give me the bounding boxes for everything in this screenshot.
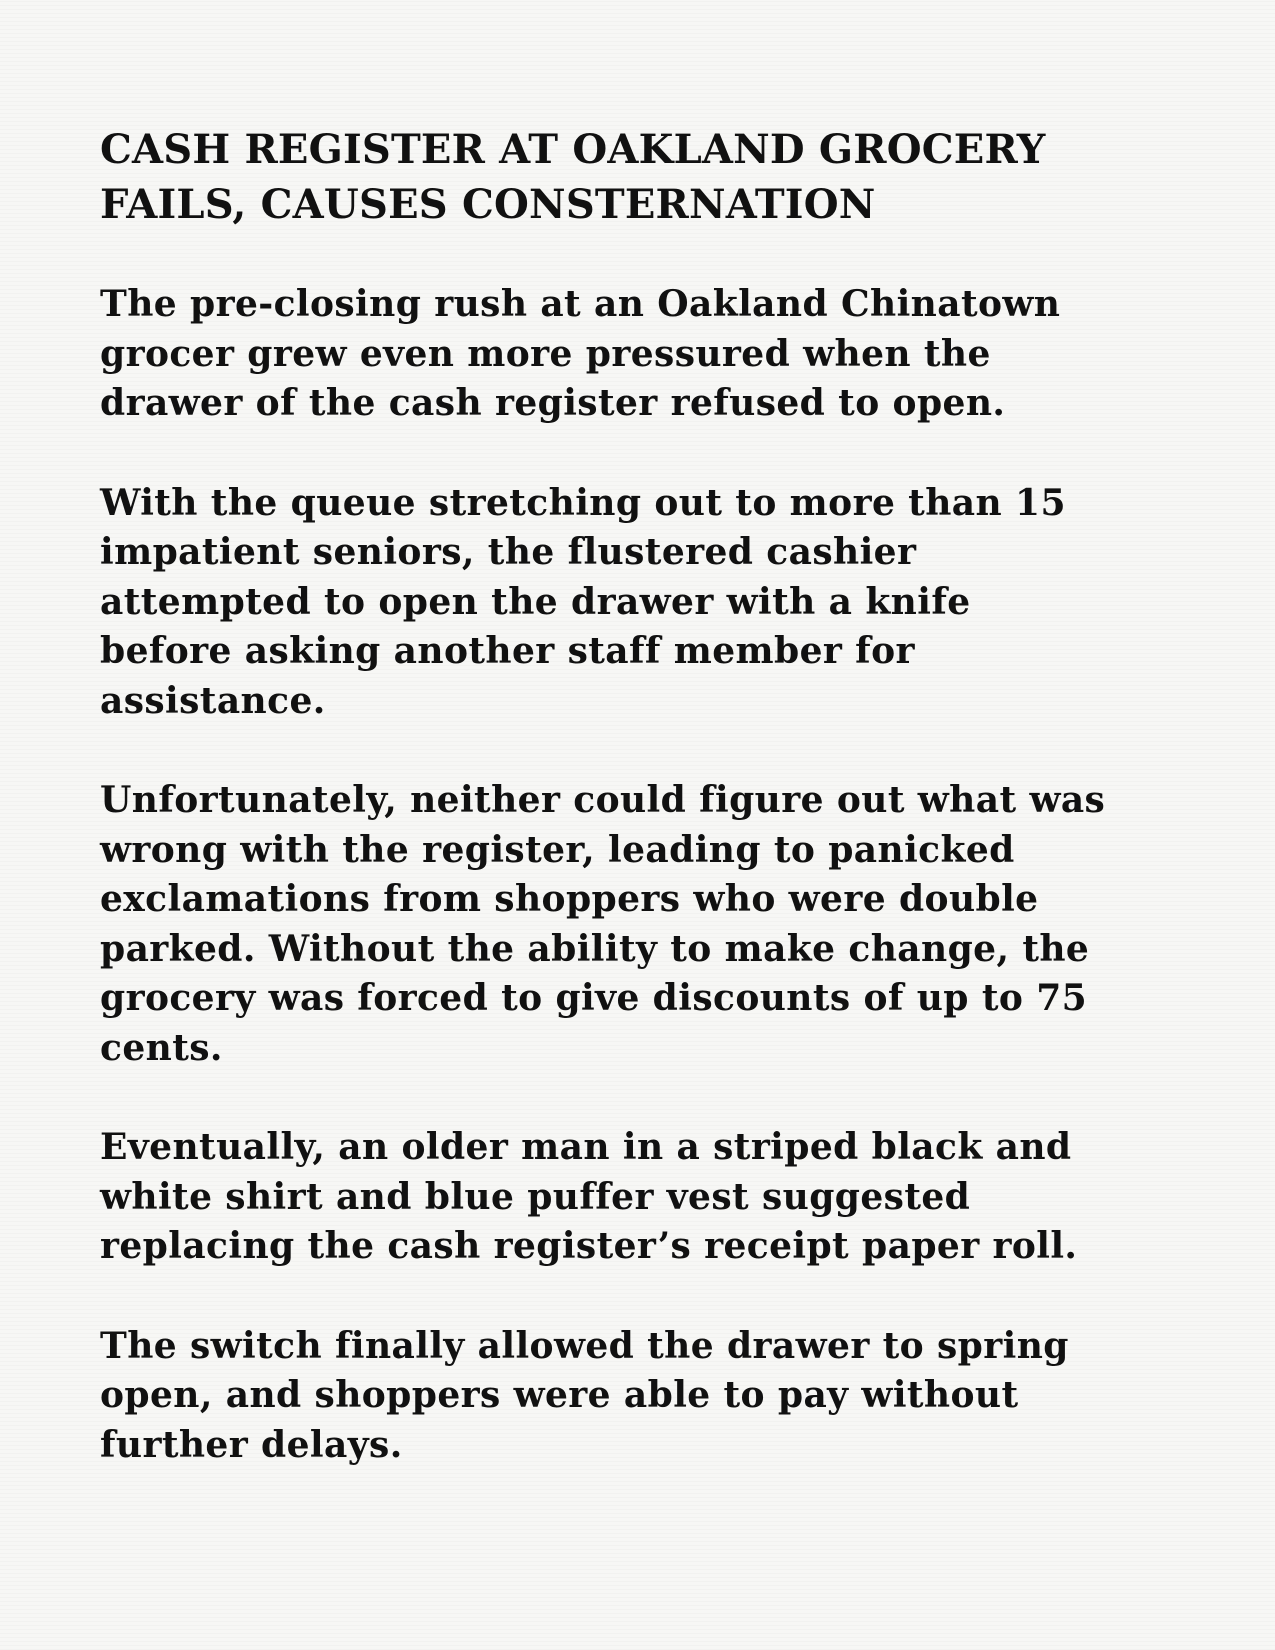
- article-headline: CASH REGISTER AT OAKLAND GROCERY FAILS, CAUSES CONSTERNATION: [100, 126, 1046, 228]
- article: [100, 122, 1200, 1520]
- article-paragraph: With the queue stretching out to more than 15 impatient seniors, the flustered cashier attempted to open the drawer with a knife before asking another staff member for assistance.: [100, 481, 1066, 722]
- article-paragraph: The pre-closing rush at an Oakland Chinatown grocer grew even more pressured when the drawer of the cash register refused to open.: [100, 283, 1061, 424]
- article-paragraph: Eventually, an older man in a striped black and white shirt and blue puffer vest suggested replacing the cash register’s receipt paper roll.: [100, 1126, 1078, 1267]
- article-paragraph: The switch finally allowed the drawer to spring open, and shoppers were able to pay without further delays.: [100, 1324, 1069, 1466]
- article-paragraph: Unfortunately, neither could figure out what was wrong with the register, leading to panicked exclamations from shoppers who were double parked. Without the ability to make change, the grocery was forced to give discounts of up to 75 cents.: [100, 779, 1106, 1069]
